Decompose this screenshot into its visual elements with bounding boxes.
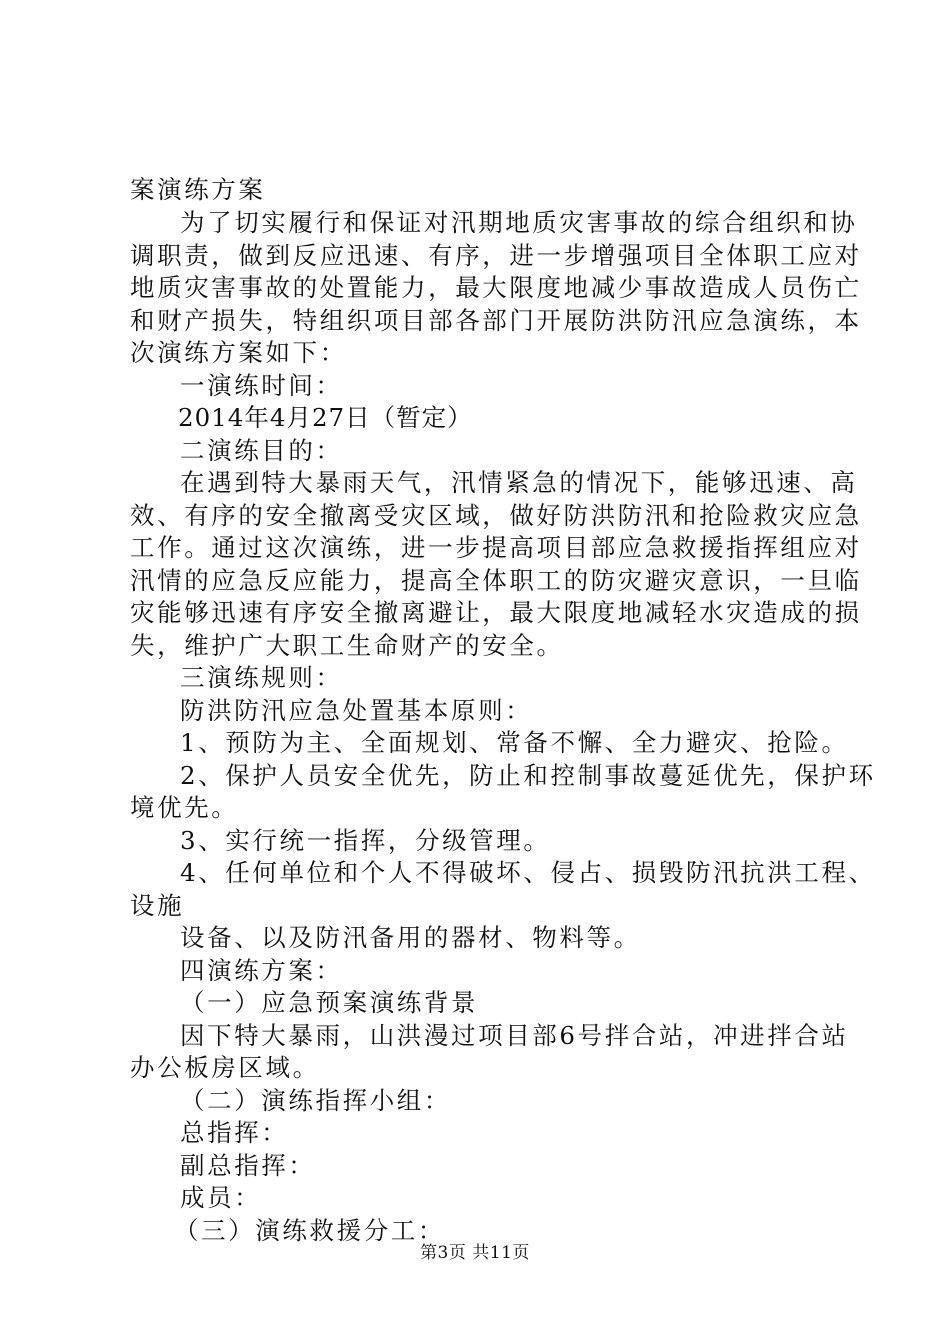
doc-line: 工作。通过这次演练，进一步提高项目部应急救援指挥组应对 bbox=[130, 533, 862, 562]
doc-line: 和财产损失，特组织项目部各部门开展防洪防汛应急演练，本 bbox=[130, 306, 862, 335]
section-heading: 三演练规则： bbox=[180, 663, 343, 692]
doc-line: 效、有序的安全撤离受灾区域，做好防洪防汛和抢险救灾应急 bbox=[130, 501, 862, 530]
page-footer: 第3页 共11页 bbox=[420, 1243, 530, 1263]
doc-line: 设施 bbox=[130, 891, 185, 920]
list-item: 3、实行统一指挥，分级管理。 bbox=[180, 826, 551, 855]
doc-line: 汛情的应急反应能力，提高全体职工的防灾避灾意识，一旦临 bbox=[130, 566, 862, 595]
list-item: 4、任何单位和个人不得破坏、侵占、损毁防汛抗洪工程、 bbox=[180, 858, 876, 887]
section-heading: 二演练目的： bbox=[180, 436, 343, 465]
list-item: 1、预防为主、全面规划、常备不懈、全力避灾、抢险。 bbox=[180, 728, 849, 757]
doc-line: 次演练方案如下： bbox=[130, 338, 347, 367]
doc-line: 案演练方案 bbox=[130, 175, 266, 204]
subsection-heading: （三）演练救援分工： bbox=[174, 1216, 445, 1245]
doc-line: 境优先。 bbox=[130, 793, 239, 822]
doc-line: 成员： bbox=[180, 1183, 262, 1212]
doc-line: 失，维护广大职工生命财产的安全。 bbox=[130, 631, 564, 660]
doc-line: 办公板房区域。 bbox=[130, 1053, 320, 1082]
doc-line: 在遇到特大暴雨天气，汛情紧急的情况下，能够迅速、高 bbox=[180, 468, 858, 497]
doc-line: 调职责，做到反应迅速、有序，进一步增强项目全体职工应对 bbox=[130, 241, 862, 270]
doc-line: 副总指挥： bbox=[180, 1151, 316, 1180]
doc-line: 防洪防汛应急处置基本原则： bbox=[180, 696, 533, 725]
doc-line: 总指挥： bbox=[180, 1118, 289, 1147]
subsection-heading: （一）应急预案演练背景 bbox=[180, 988, 479, 1017]
doc-line: 为了切实履行和保证对汛期地质灾害事故的综合组织和协 bbox=[180, 208, 858, 237]
section-heading: 一演练时间： bbox=[180, 371, 343, 400]
doc-line: 灾能够迅速有序安全撤离避让，最大限度地减轻水灾造成的损 bbox=[130, 598, 862, 627]
doc-line: 设备、以及防汛备用的器材、物料等。 bbox=[180, 923, 641, 952]
doc-line: 因下特大暴雨，山洪漫过项目部6号拌合站，冲进拌合站 bbox=[180, 1021, 849, 1050]
subsection-heading: （二）演练指挥小组： bbox=[180, 1086, 451, 1115]
doc-line: 2014年4月27日（暂定） bbox=[178, 403, 473, 432]
list-item: 2、保护人员安全优先，防止和控制事故蔓延优先，保护环 bbox=[180, 761, 876, 790]
section-heading: 四演练方案： bbox=[180, 956, 343, 985]
doc-line: 地质灾害事故的处置能力，最大限度地减少事故造成人员伤亡 bbox=[130, 273, 862, 302]
